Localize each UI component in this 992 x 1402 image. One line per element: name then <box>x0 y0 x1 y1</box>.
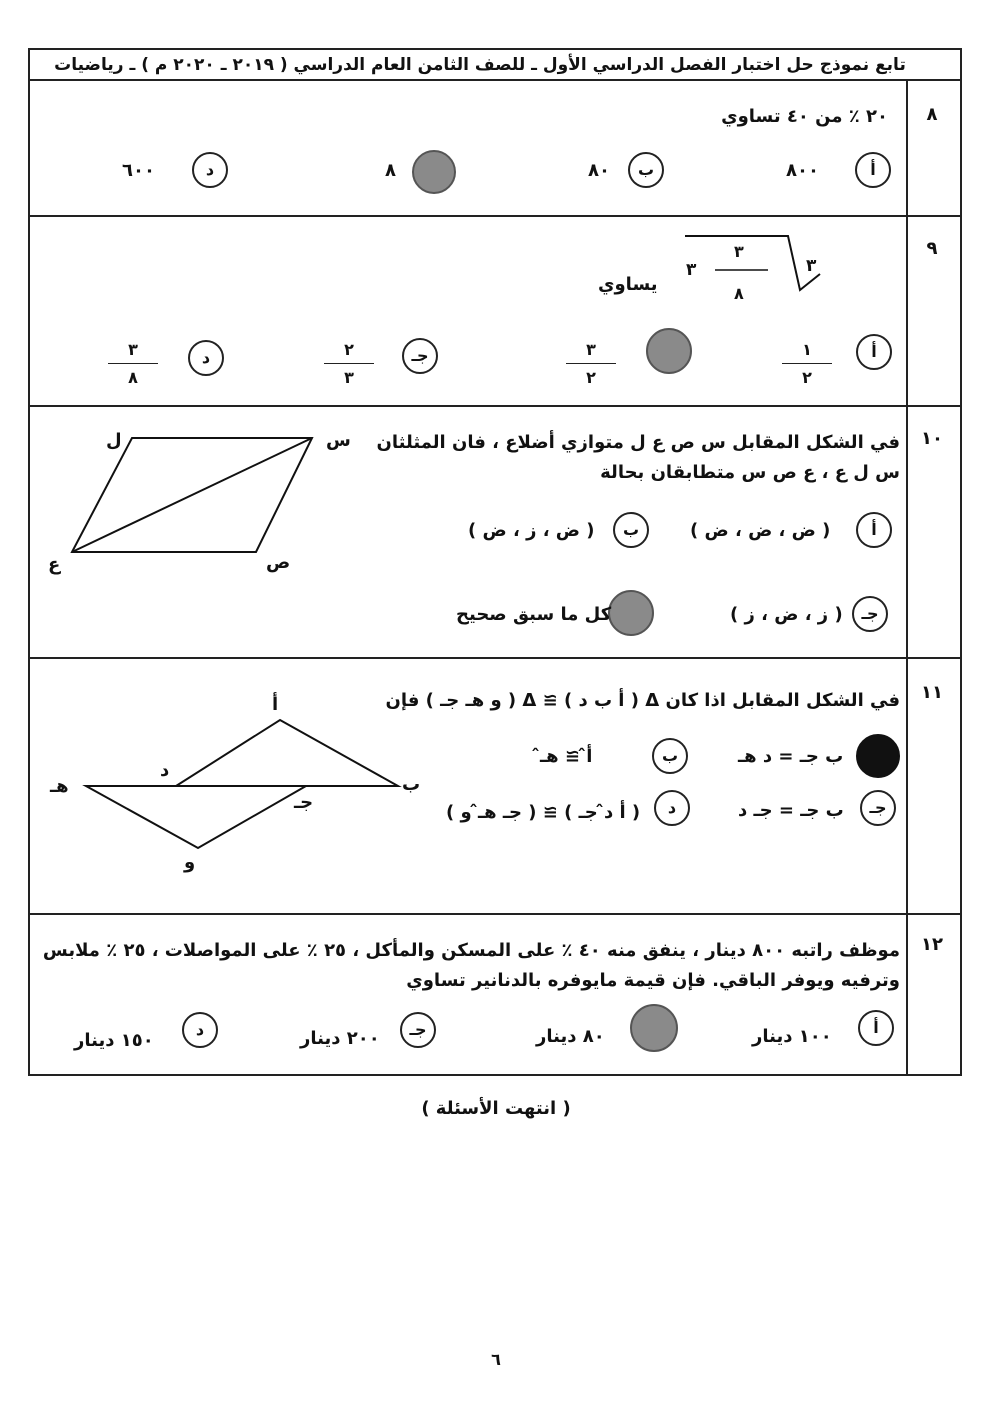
vertex-label: هـ <box>50 776 69 797</box>
mixed-whole: ٣ <box>686 260 697 280</box>
option-circle[interactable]: جـ <box>402 338 438 374</box>
option-circle[interactable]: د <box>182 1012 218 1048</box>
question-number: ٨ <box>926 104 938 125</box>
denominator: ٢ <box>802 368 812 387</box>
option-value: ب جـ = جـ د <box>738 800 844 821</box>
numerator: ١ <box>802 340 812 359</box>
question-text: ٢٠ ٪ من ٤٠ تساوي <box>721 106 888 127</box>
question-text: موظف راتبه ٨٠٠ دينار ، ينفق منه ٤٠ ٪ على المسكن والمأكل ، ٢٥ ٪ على المواصلات ، ٢٥ ٪ ملابس <box>42 940 900 961</box>
vertex-label: ع <box>48 554 61 575</box>
end-of-questions: ( انتهت الأسئلة ) <box>421 1098 571 1119</box>
option-circle[interactable]: ب <box>652 738 688 774</box>
option-circle[interactable]: ب <box>613 512 649 548</box>
vertex-label: ص <box>266 552 291 573</box>
option-value: ١٥٠ دينار <box>74 1030 154 1051</box>
question-number: ٩ <box>926 238 938 259</box>
option-value: ٨ <box>385 160 396 181</box>
option-circle-selected[interactable] <box>630 1004 678 1052</box>
option-value: ٦٠٠ <box>122 160 155 181</box>
question-text: في الشكل المقابل س ص ع ل متوازي أضلاع ، فان المثلثان <box>376 432 900 453</box>
mixed-numerator: ٣ <box>734 242 744 261</box>
option-value: أ̂ ≅ هـ̂ <box>540 746 593 767</box>
vertex-label: س <box>326 430 351 451</box>
option-circle[interactable]: د <box>654 790 690 826</box>
question-text: في الشكل المقابل اذا كان Δ ( أ ب د ) ≅ Δ ( و هـ جـ ) فإن <box>385 690 900 711</box>
question-text: يساوي <box>598 274 658 295</box>
mixed-denominator: ٨ <box>734 284 744 303</box>
option-value: ب جـ = د هـ <box>738 746 844 767</box>
option-circle[interactable]: ب <box>628 152 664 188</box>
option-value: ( ض ، ز ، ض ) <box>468 520 595 541</box>
option-circle[interactable]: أ <box>856 512 892 548</box>
question-number: ١٢ <box>921 934 943 955</box>
option-value: ١٠٠ دينار <box>752 1026 832 1047</box>
option-value: ( ز ، ض ، ز ) <box>730 604 843 625</box>
page-number: ٦ <box>491 1350 501 1369</box>
vertex-label: د <box>160 760 170 781</box>
option-circle[interactable]: أ <box>856 334 892 370</box>
page-header: تابع نموذج حل اختبار الفصل الدراسي الأول ـ للصف الثامن العام الدراسي ( ٢٠١٩ ـ ٢٠٢٠ م ) ـ رياضيات <box>54 55 906 75</box>
option-circle[interactable]: أ <box>855 152 891 188</box>
denominator: ٨ <box>128 368 138 387</box>
option-value: ٢٠٠ دينار <box>300 1028 380 1049</box>
option-circle[interactable]: جـ <box>400 1012 436 1048</box>
option-value: ( أ د̂ جـ ) ≅ ( جـ هـ̂ و ) <box>446 802 641 823</box>
option-circle[interactable]: جـ <box>852 596 888 632</box>
option-circle-selected[interactable] <box>856 734 900 778</box>
option-circle[interactable]: د <box>188 340 224 376</box>
option-value: كل ما سبق صحيح <box>456 604 612 625</box>
vertex-label: ل <box>106 430 122 451</box>
question-number: ١١ <box>921 682 943 703</box>
denominator: ٣ <box>344 368 354 387</box>
question-number: ١٠ <box>921 428 943 449</box>
root-index: ٣ <box>806 256 817 276</box>
vertex-label: ب <box>402 774 421 795</box>
vertex-label: جـ <box>294 792 314 813</box>
vertex-label: أ <box>272 694 279 715</box>
denominator: ٢ <box>586 368 596 387</box>
question-text: س ل ع ، ع ص س متطابقان بحالة <box>600 462 900 483</box>
question-text: وترفيه ويوفر الباقي. فإن قيمة مايوفره بالدنانير تساوي <box>406 970 900 991</box>
option-value: ٨٠ <box>588 160 610 181</box>
numerator: ٣ <box>586 340 596 359</box>
vertex-label: و <box>184 852 196 873</box>
numerator: ٣ <box>128 340 138 359</box>
option-value: ( ض ، ض ، ض ) <box>690 520 831 541</box>
option-circle[interactable]: د <box>192 152 228 188</box>
option-value: ٨٠ دينار <box>536 1026 605 1047</box>
option-value: ٨٠٠ <box>786 160 819 181</box>
option-circle[interactable]: أ <box>858 1010 894 1046</box>
option-circle[interactable]: جـ <box>860 790 896 826</box>
numerator: ٢ <box>344 340 354 359</box>
